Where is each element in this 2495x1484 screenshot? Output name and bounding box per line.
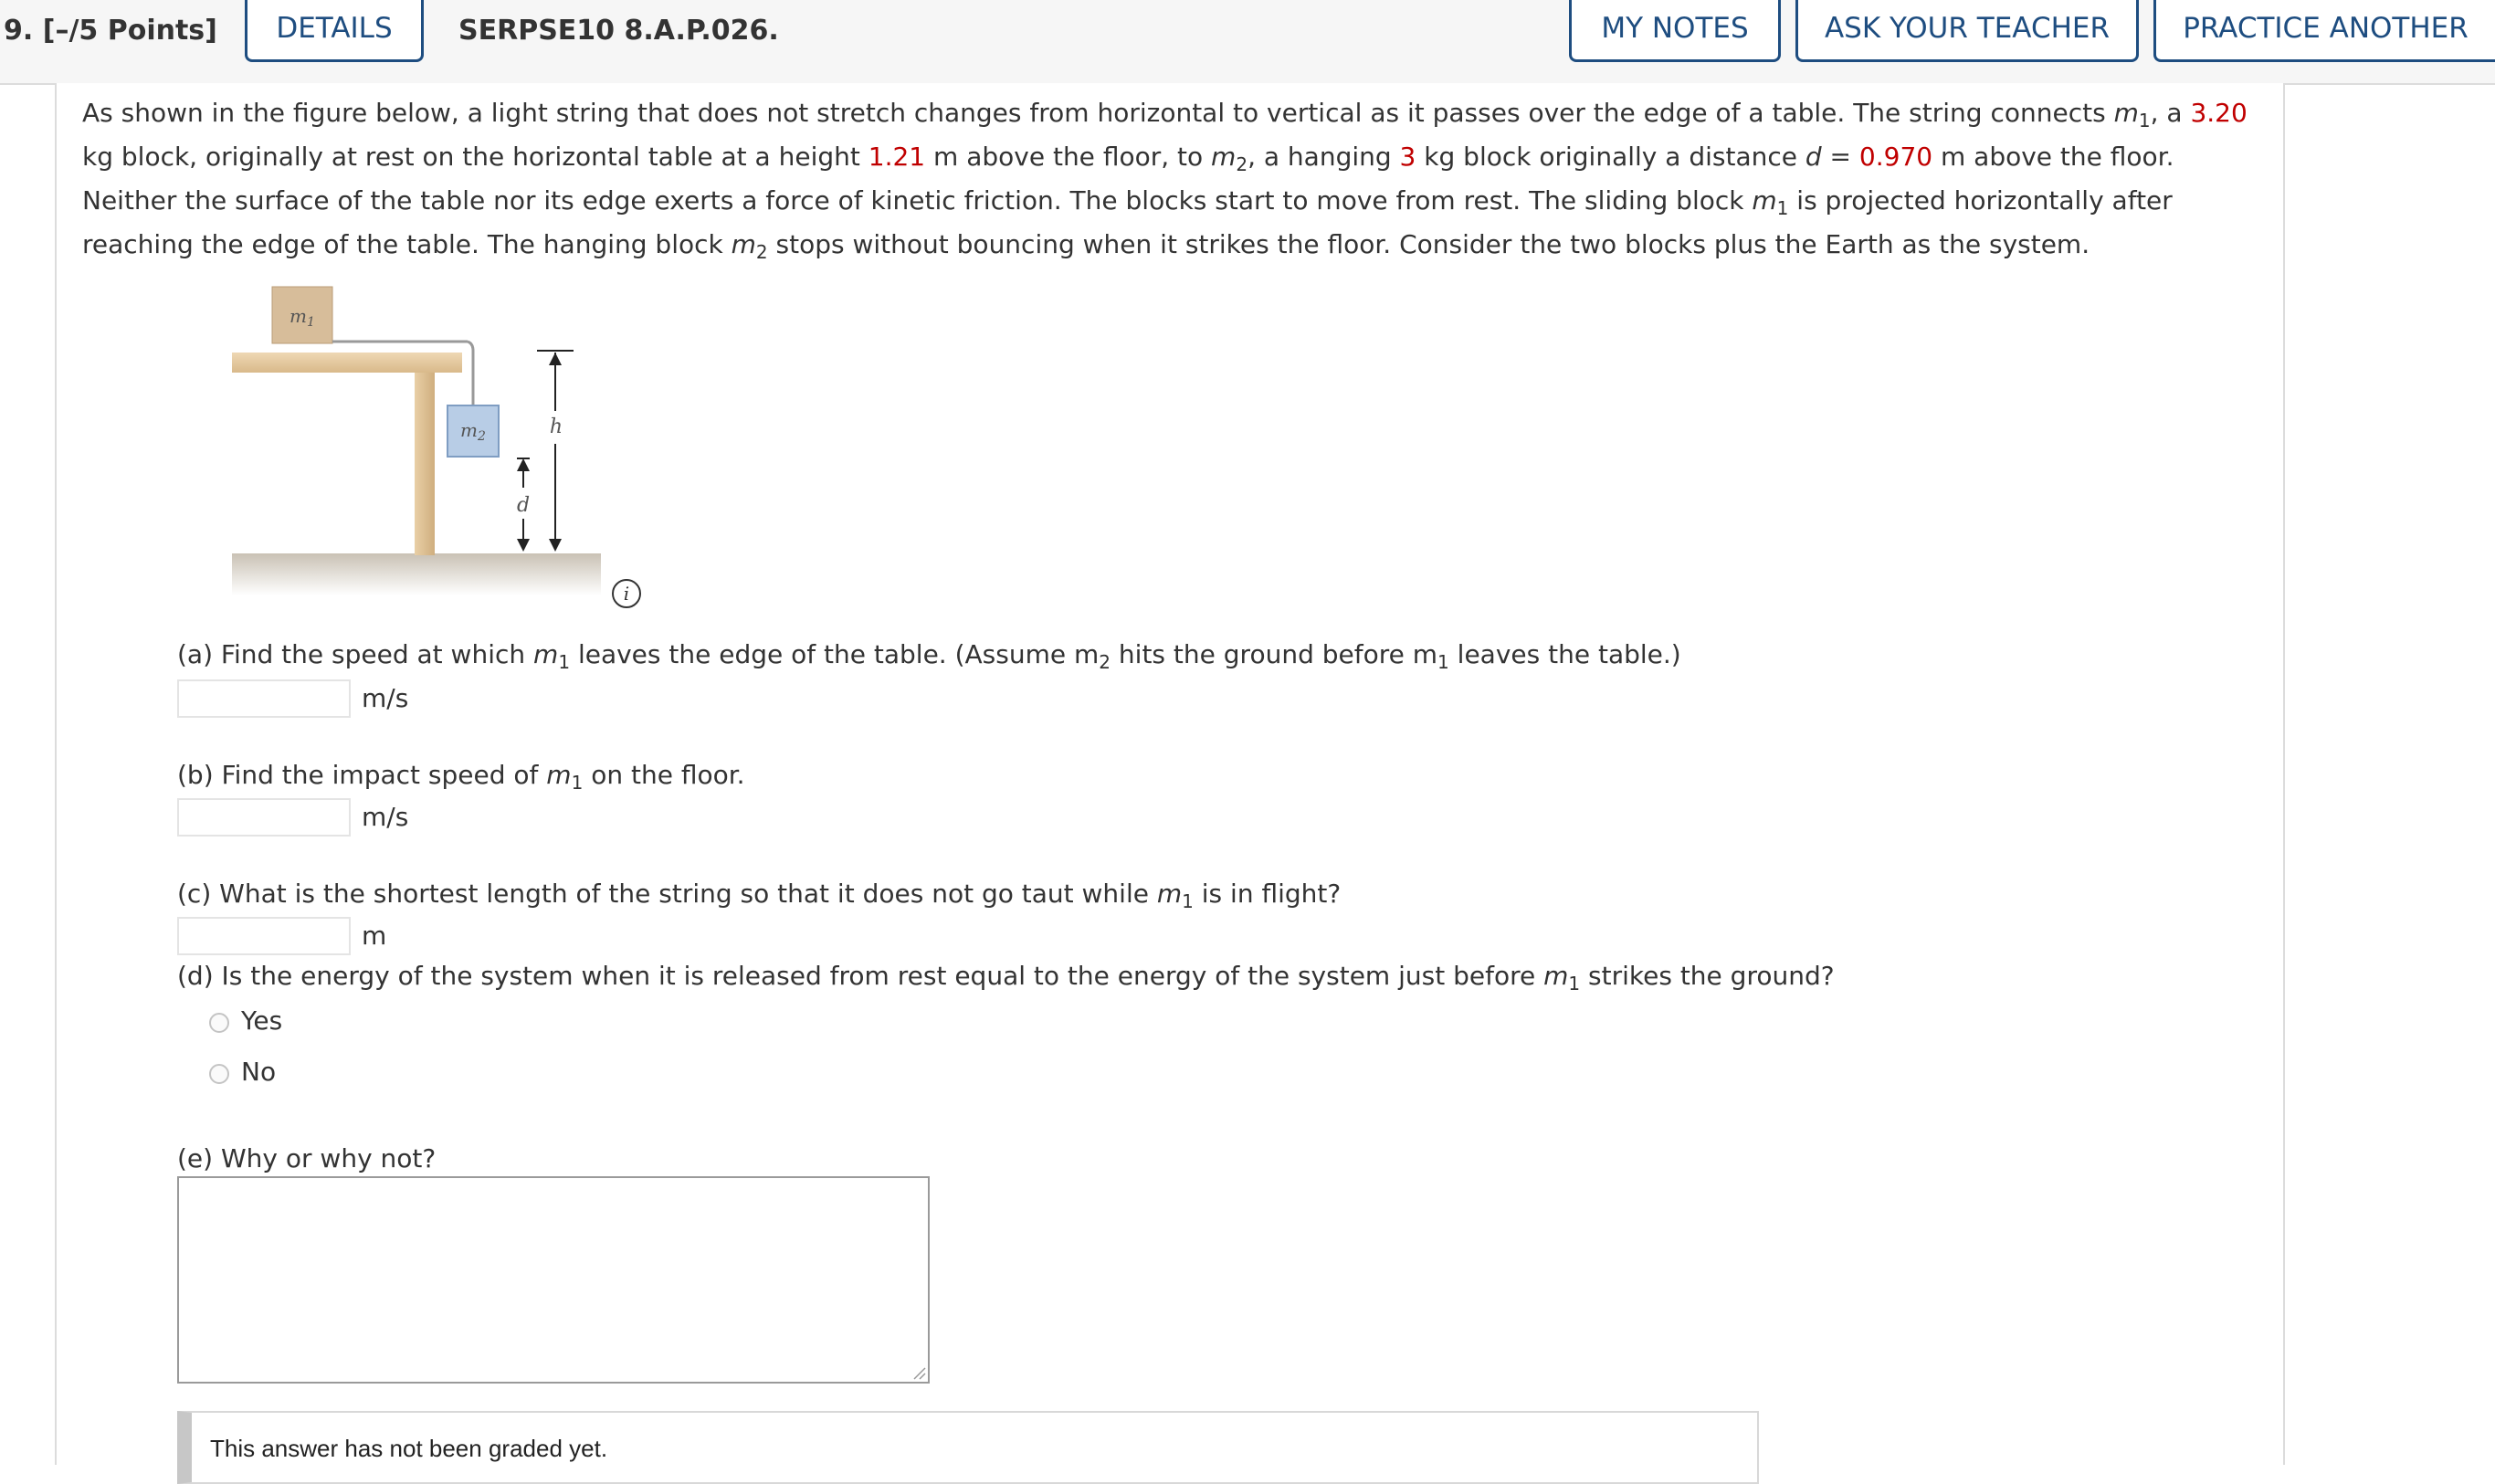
part-b-unit: m/s (362, 802, 409, 832)
question-header (0, 0, 2495, 85)
grading-status-box (177, 1411, 1759, 1484)
grading-status-text: This answer has not been graded yet. (210, 1435, 608, 1462)
m2-label: $m_2$ (460, 419, 486, 444)
m1-label: $m_1$ (290, 305, 315, 330)
details-button[interactable]: DETAILS (245, 0, 424, 62)
floor (232, 553, 601, 595)
resize-grip-icon[interactable] (911, 1365, 926, 1380)
d-label: d (516, 494, 531, 517)
part-c-question: (c) What is the shortest length of the string so that it does not go taut while $m_1$ is in flight? (177, 879, 1342, 912)
part-b-answer-input[interactable] (177, 798, 351, 837)
table-blocks-diagram (228, 283, 630, 612)
ask-your-teacher-button[interactable]: ASK YOUR TEACHER (1795, 0, 2139, 62)
part-d-yes-radio[interactable] (209, 1013, 229, 1033)
part-c-answer-input[interactable] (177, 917, 351, 955)
table-top (232, 353, 462, 373)
given-mass2: 3 (1399, 142, 1416, 172)
problem-statement: As shown in the figure below, a light string that does not stretch changes from horizontal to vertical as it passes over the edge of a table. The string connects $m_1$, a 3.20 kg block, originally at rest on the horizontal table at a height 1.21 m above the floor, to $m_2$, a hanging 3 kg block originally a distance d = 0.970 m above the floor. Neither the surface of the table nor its edge exerts a force of kinetic friction. The blocks start to move from rest. The sliding block $m_1$ is projected horizontally after reaching the edge of the table. The hanging block $m_2$ stops without bouncing when it strikes the floor. Consider the two blocks plus the Earth as the system. (82, 98, 2248, 263)
part-d-no-label: No (241, 1057, 277, 1087)
my-notes-button[interactable]: MY NOTES (1569, 0, 1781, 62)
part-a-question: (a) Find the speed at which $m_1$ leaves the edge of the table. (Assume $m_2$ hits the ground before $m_1$ leaves the table.) (177, 639, 1681, 673)
given-distance: 0.970 (1858, 142, 1933, 172)
given-height: 1.21 (868, 142, 926, 172)
part-c-unit: m (362, 921, 387, 951)
part-e-question: (e) Why or why not? (177, 1143, 437, 1174)
string-bend (468, 342, 473, 351)
table-leg (415, 373, 435, 555)
h-label: h (549, 416, 563, 438)
part-d-question: (d) Is the energy of the system when it is released from rest equal to the energy of the system just before $m_1$ strikes the ground? (177, 961, 1835, 995)
practice-another-button[interactable]: PRACTICE ANOTHER (2153, 0, 2495, 62)
problem-figure (228, 283, 630, 616)
part-e-textarea[interactable] (177, 1176, 930, 1384)
part-b-question: (b) Find the impact speed of $m_1$ on the floor. (177, 760, 745, 794)
info-icon[interactable]: i (612, 579, 641, 608)
part-a-unit: m/s (362, 683, 409, 713)
question-code: SERPSE10 8.A.P.026. (458, 15, 779, 47)
given-mass1: 3.20 (2190, 98, 2248, 128)
question-number: 9. [–/5 Points] (4, 15, 217, 47)
points-label: [–/5 Points] (42, 15, 217, 47)
part-d-no-radio[interactable] (209, 1064, 229, 1084)
part-d-yes-label: Yes (241, 1005, 283, 1036)
part-a-answer-input[interactable] (177, 679, 351, 718)
